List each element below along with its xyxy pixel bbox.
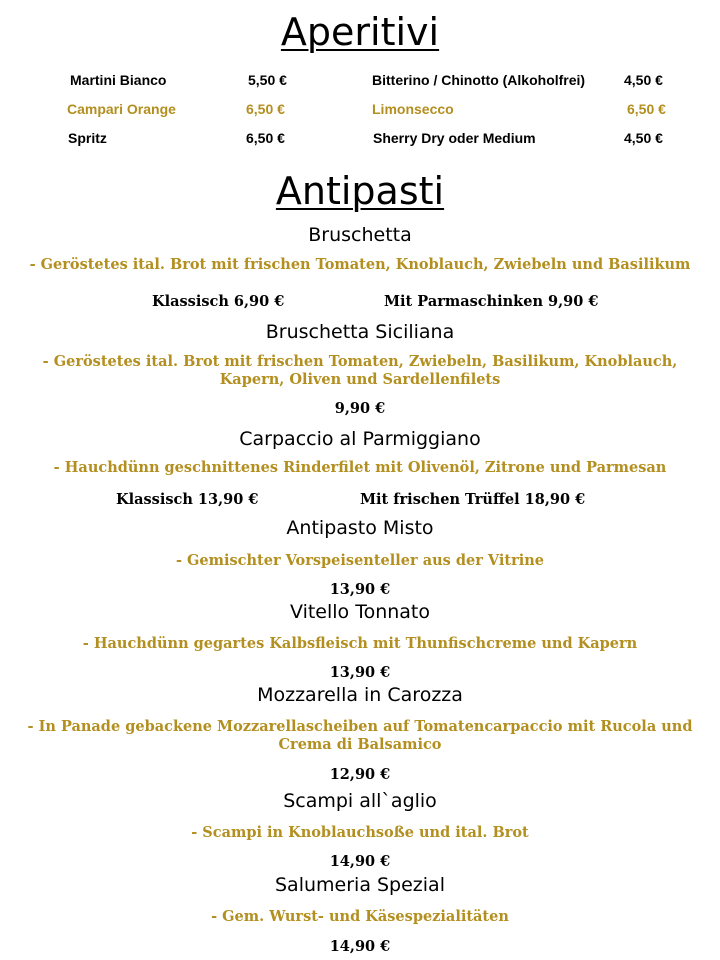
aperitivo-price: 4,50 € [624, 130, 663, 146]
dish-name: Antipasto Misto [286, 517, 434, 539]
dish-name: Bruschetta [308, 224, 412, 246]
dish-name: Carpaccio al Parmiggiano [239, 428, 481, 450]
dish-price: 14,90 € [329, 853, 391, 870]
dish-description: - Geröstetes ital. Brot mit frischen Tomaten, Zwiebeln, Basilikum, Knoblauch, Kapern, Oliven und Sardellenfilets [42, 353, 678, 388]
dish-name: Mozzarella in Carozza [257, 684, 463, 706]
aperitivo-price: 4,50 € [624, 72, 663, 88]
aperitivo-name: Limonsecco [372, 101, 454, 117]
dish-description: - Hauchdünn geschnittenes Rinderfilet mit Olivenöl, Zitrone und Parmesan [53, 459, 667, 476]
dish-description: - Scampi in Knoblauchsoße und ital. Brot [191, 824, 529, 841]
dish-price: 13,90 € [329, 581, 391, 598]
dish-price: Mit frischen Trüffel 18,90 € [360, 491, 586, 508]
aperitivo-price: 5,50 € [248, 72, 287, 88]
aperitivo-name: Sherry Dry oder Medium [373, 130, 536, 146]
dish-price: 13,90 € [329, 664, 391, 681]
aperitivo-name: Spritz [68, 130, 107, 146]
dish-price: 9,90 € [334, 400, 386, 417]
aperitivo-name: Martini Bianco [70, 72, 167, 88]
aperitivo-price: 6,50 € [246, 101, 285, 117]
dish-description: - Hauchdünn gegartes Kalbsfleisch mit Thunfischcreme und Kapern [82, 635, 638, 652]
aperitivo-name: Campari Orange [67, 101, 176, 117]
section-title-antipasti: Antipasti [275, 169, 445, 213]
dish-price: Klassisch 13,90 € [116, 491, 259, 508]
aperitivo-price: 6,50 € [246, 130, 285, 146]
dish-price: Klassisch 6,90 € [152, 293, 285, 310]
aperitivo-price: 6,50 € [627, 101, 666, 117]
dish-price: Mit Parmaschinken 9,90 € [384, 293, 599, 310]
dish-description: - Gem. Wurst- und Käsespezialitäten [211, 908, 509, 925]
section-title-aperitivi: Aperitivi [280, 10, 440, 54]
dish-description: - Gemischter Vorspeisenteller aus der Vitrine [175, 552, 545, 569]
dish-price: 14,90 € [329, 938, 391, 955]
dish-name: Scampi all`aglio [283, 790, 437, 812]
dish-name: Vitello Tonnato [289, 601, 431, 623]
dish-description: - Geröstetes ital. Brot mit frischen Tomaten, Knoblauch, Zwiebeln und Basilikum [29, 256, 691, 273]
dish-price: 12,90 € [329, 766, 391, 783]
dish-name: Bruschetta Siciliana [265, 321, 455, 343]
aperitivo-name: Bitterino / Chinotto (Alkoholfrei) [372, 72, 586, 88]
dish-description: - In Panade gebackene Mozzarellascheiben auf Tomatencarpaccio mit Rucola und Crema di Balsamico [27, 718, 693, 753]
dish-name: Salumeria Spezial [275, 874, 445, 896]
